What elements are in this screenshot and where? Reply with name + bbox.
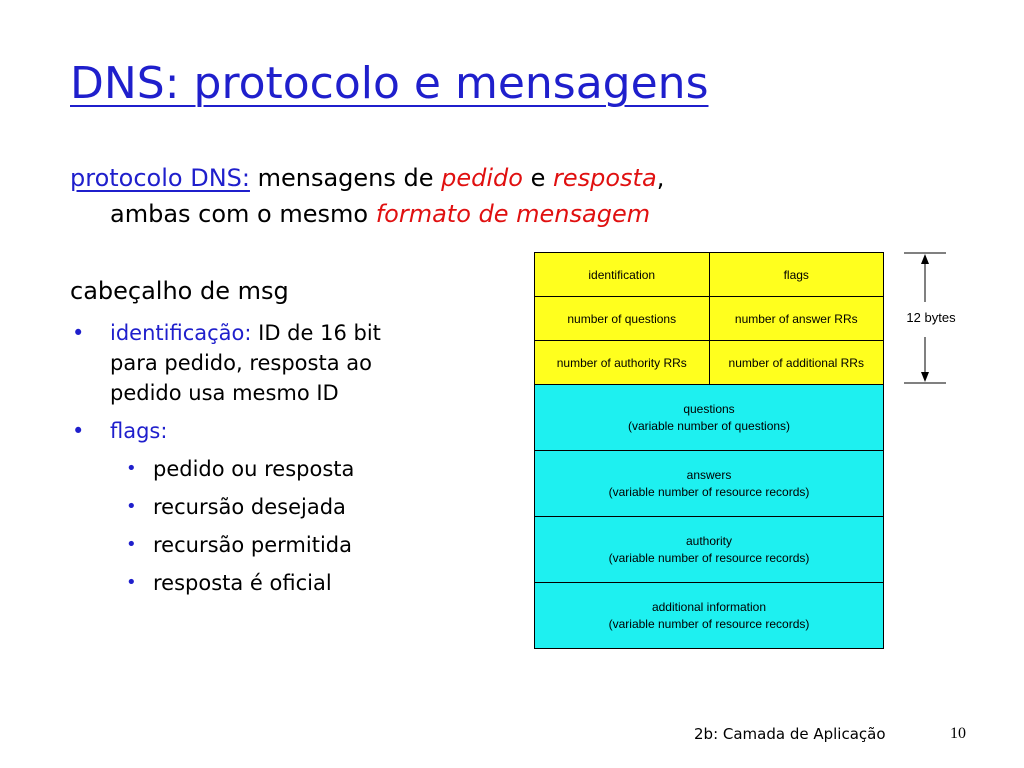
subtitle-lead: protocolo DNS: [70,164,250,192]
section-answers [534,450,884,516]
bullet-flags [70,416,490,446]
sub-bullet: • recursão desejada [70,492,490,522]
header-row [534,296,884,340]
section-name: additional information [651,599,767,614]
section-detail: (variable number of questions) [627,418,791,433]
header-cell: identification [535,253,709,296]
bullet-term: flags: [110,419,168,443]
subtitle-part3: , [656,164,665,192]
bullet-text: ID de 16 bit [251,321,381,345]
sub-bullet: • pedido ou resposta [70,454,490,484]
bullet-identificacao [70,318,490,408]
slide-title: DNS: protocolo e mensagens [70,58,709,109]
subtitle-em-resposta: resposta [553,164,657,192]
bullet-text-line2: para pedido, resposta ao [110,351,372,375]
bullet-list [70,318,490,598]
subtitle-part1: mensagens de [249,164,442,192]
sub-bullet: • resposta é oficial [70,568,490,598]
header-cell: number of answer RRs [709,297,884,340]
section-name: authority [685,533,733,548]
section-name: questions [683,401,735,416]
subtitle [70,160,870,232]
section-name: answers [686,467,732,482]
subtitle-em-formato: formato de mensagem [375,200,651,228]
dns-message-format-diagram [534,252,884,649]
section-additional [534,582,884,649]
header-cell: flags [709,253,884,296]
section-detail: (variable number of resource records) [608,550,810,565]
subtitle-line2-text: ambas com o mesmo [110,200,376,228]
section-authority [534,516,884,582]
subtitle-part2: e [522,164,553,192]
header-cell: number of authority RRs [535,341,709,384]
header-row [534,252,884,296]
header-cell: number of questions [535,297,709,340]
section-questions [534,384,884,450]
header-row [534,340,884,384]
section-detail: (variable number of resource records) [608,484,810,499]
left-heading: cabeçalho de msg [70,277,289,305]
bytes-label: 12 bytes [906,310,956,325]
sub-bullet: • recursão permitida [70,530,490,560]
bullet-term: identificação: [110,321,252,345]
subtitle-line2 [70,196,870,232]
page-number: 10 [950,725,966,742]
section-detail: (variable number of resource records) [608,616,810,631]
bullet-text-line3: pedido usa mesmo ID [110,381,339,405]
header-cell: number of additional RRs [709,341,884,384]
subtitle-em-pedido: pedido [441,164,523,192]
footer-text: 2b: Camada de Aplicação [694,725,886,743]
